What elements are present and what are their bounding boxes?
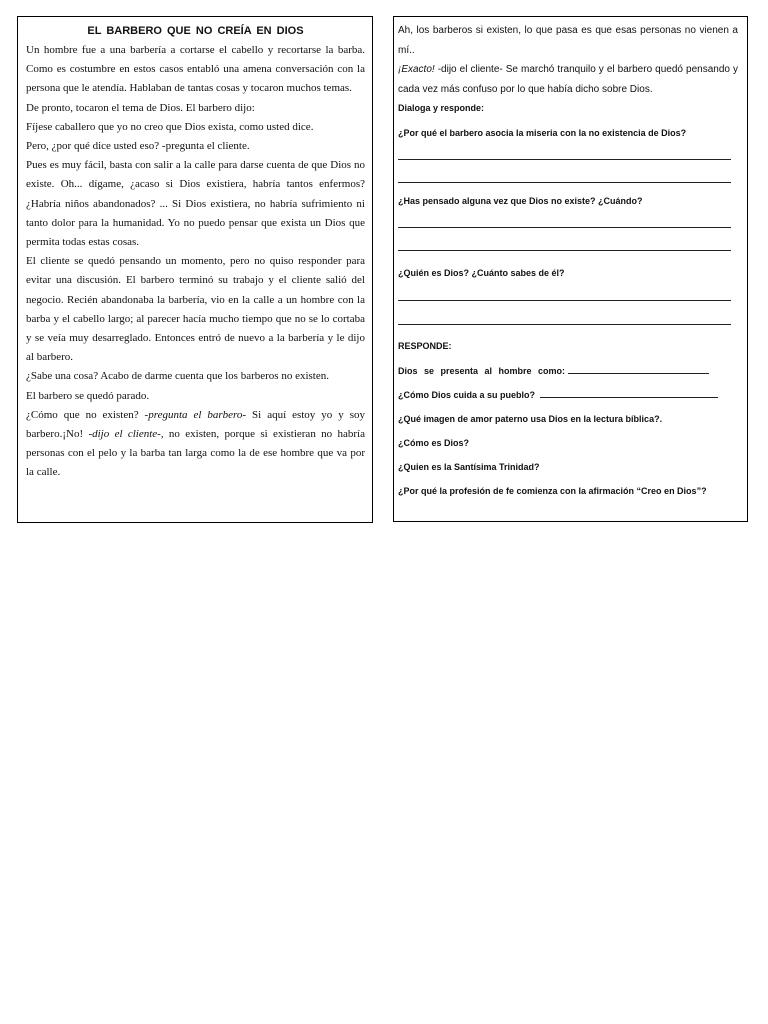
- dialogue-question-3: ¿Quién es Dios? ¿Cuánto sabes de él?: [398, 268, 565, 278]
- story-panel: [17, 16, 373, 523]
- answer-blank: [568, 364, 709, 374]
- responde-question-4: ¿Cómo es Dios?: [398, 438, 470, 448]
- answer-line: [398, 160, 731, 183]
- story-paragraph: De pronto, tocaron el tema de Dios. El barbero dijo:: [26, 101, 255, 114]
- story-ending: [398, 60, 738, 99]
- responde-heading: RESPONDE:: [398, 341, 452, 351]
- dialogue-question-1: ¿Por qué el barbero asocia la miseria con la no existencia de Dios?: [398, 128, 687, 138]
- story-continuation: Ah, los barberos si existen, lo que pasa es que esas personas no vienen a mí..: [398, 25, 738, 56]
- question-text: ¿Cómo Dios cuida a su pueblo?: [398, 390, 536, 400]
- story-paragraph: Fíjese caballero que yo no creo que Dios exista, como usted dice.: [26, 120, 314, 133]
- story-text: ¿Cómo que no existen?: [26, 408, 145, 421]
- dialogue-heading: Dialoga y responde:: [398, 103, 485, 113]
- answer-line: [398, 212, 731, 228]
- story-text: -dijo el cliente- Se marchó tranquilo y el barbero quedó pensando y cada vez más confuso por lo que había dicho sobre Dios.: [398, 64, 738, 95]
- question-text: Dios se presenta al hombre como:: [398, 366, 566, 376]
- story-exclamation: ¡Exacto!: [398, 64, 435, 75]
- story-italic-aside: -dijo el cliente-: [88, 428, 161, 441]
- story-italic-aside: -pregunta el barbero-: [144, 408, 247, 421]
- answer-line: [398, 284, 731, 301]
- story-text: , no existen, porque si existieran no habría personas con el pelo y la barba tan larga como la de ese hombre que va por la calle.: [26, 428, 365, 479]
- story-paragraph: Pero, ¿por qué dice usted eso? -pregunta el cliente.: [26, 140, 250, 153]
- story-paragraph: ¿Sabe una cosa? Acabo de darme cuenta que los barberos no existen.: [26, 370, 329, 383]
- responde-question-2: [398, 386, 738, 406]
- story-text: Si aquí estoy yo y soy barbero.¡No!: [26, 408, 365, 441]
- story-paragraph: Un hombre fue a una barbería a cortarse el cabello y recortarse la barba. Como es costumbre en estos casos entabló una amena conversación con la persona que le atendía. Hablaban de tantas cosas y tocaron muchos temas.: [26, 44, 365, 95]
- story-final-paragraph: [26, 406, 365, 483]
- responde-question-1: [398, 362, 738, 382]
- story-paragraph: El barbero se quedó parado.: [26, 389, 150, 402]
- answer-line: [398, 301, 731, 325]
- story-title: EL BARBERO QUE NO CREÍA EN DIOS: [87, 25, 304, 37]
- answer-line: [398, 228, 731, 251]
- answer-blank: [540, 388, 718, 398]
- questions-panel: [393, 16, 748, 522]
- responde-question-3: ¿Qué imagen de amor paterno usa Dios en la lectura bíblica?.: [398, 414, 663, 424]
- answer-line: [398, 144, 731, 160]
- dialogue-question-2: ¿Has pensado alguna vez que Dios no existe? ¿Cuándo?: [398, 196, 643, 206]
- responde-question-5: ¿Quien es la Santísima Trinidad?: [398, 462, 540, 472]
- story-paragraph: El cliente se quedó pensando un momento, pero no quiso responder para evitar una discusión. El barbero terminó su trabajo y el cliente salió del negocio. Recién abandonaba la barbería, vio en la calle a un hombre con la barba y el cabello largo; al parecer hacía mucho tiempo que no se lo cortaba y se veía muy desarreglado. Entonces entró de nuevo a la barbería y le dijo al barbero.: [26, 255, 365, 364]
- responde-question-6: ¿Por qué la profesión de fe comienza con la afirmación “Creo en Dios”?: [398, 486, 707, 496]
- story-paragraph: Pues es muy fácil, basta con salir a la calle para darse cuenta de que Dios no existe. Oh... dígame, ¿acaso si Dios existiera, habría tantos enfermos? ¿Habría niños abandonados? ... Si Dios existiera, no habría sufrimiento ni tanto dolor para la humanidad. Yo no puedo pensar que exista un Dios que permita todas estas cosas.: [26, 159, 365, 249]
